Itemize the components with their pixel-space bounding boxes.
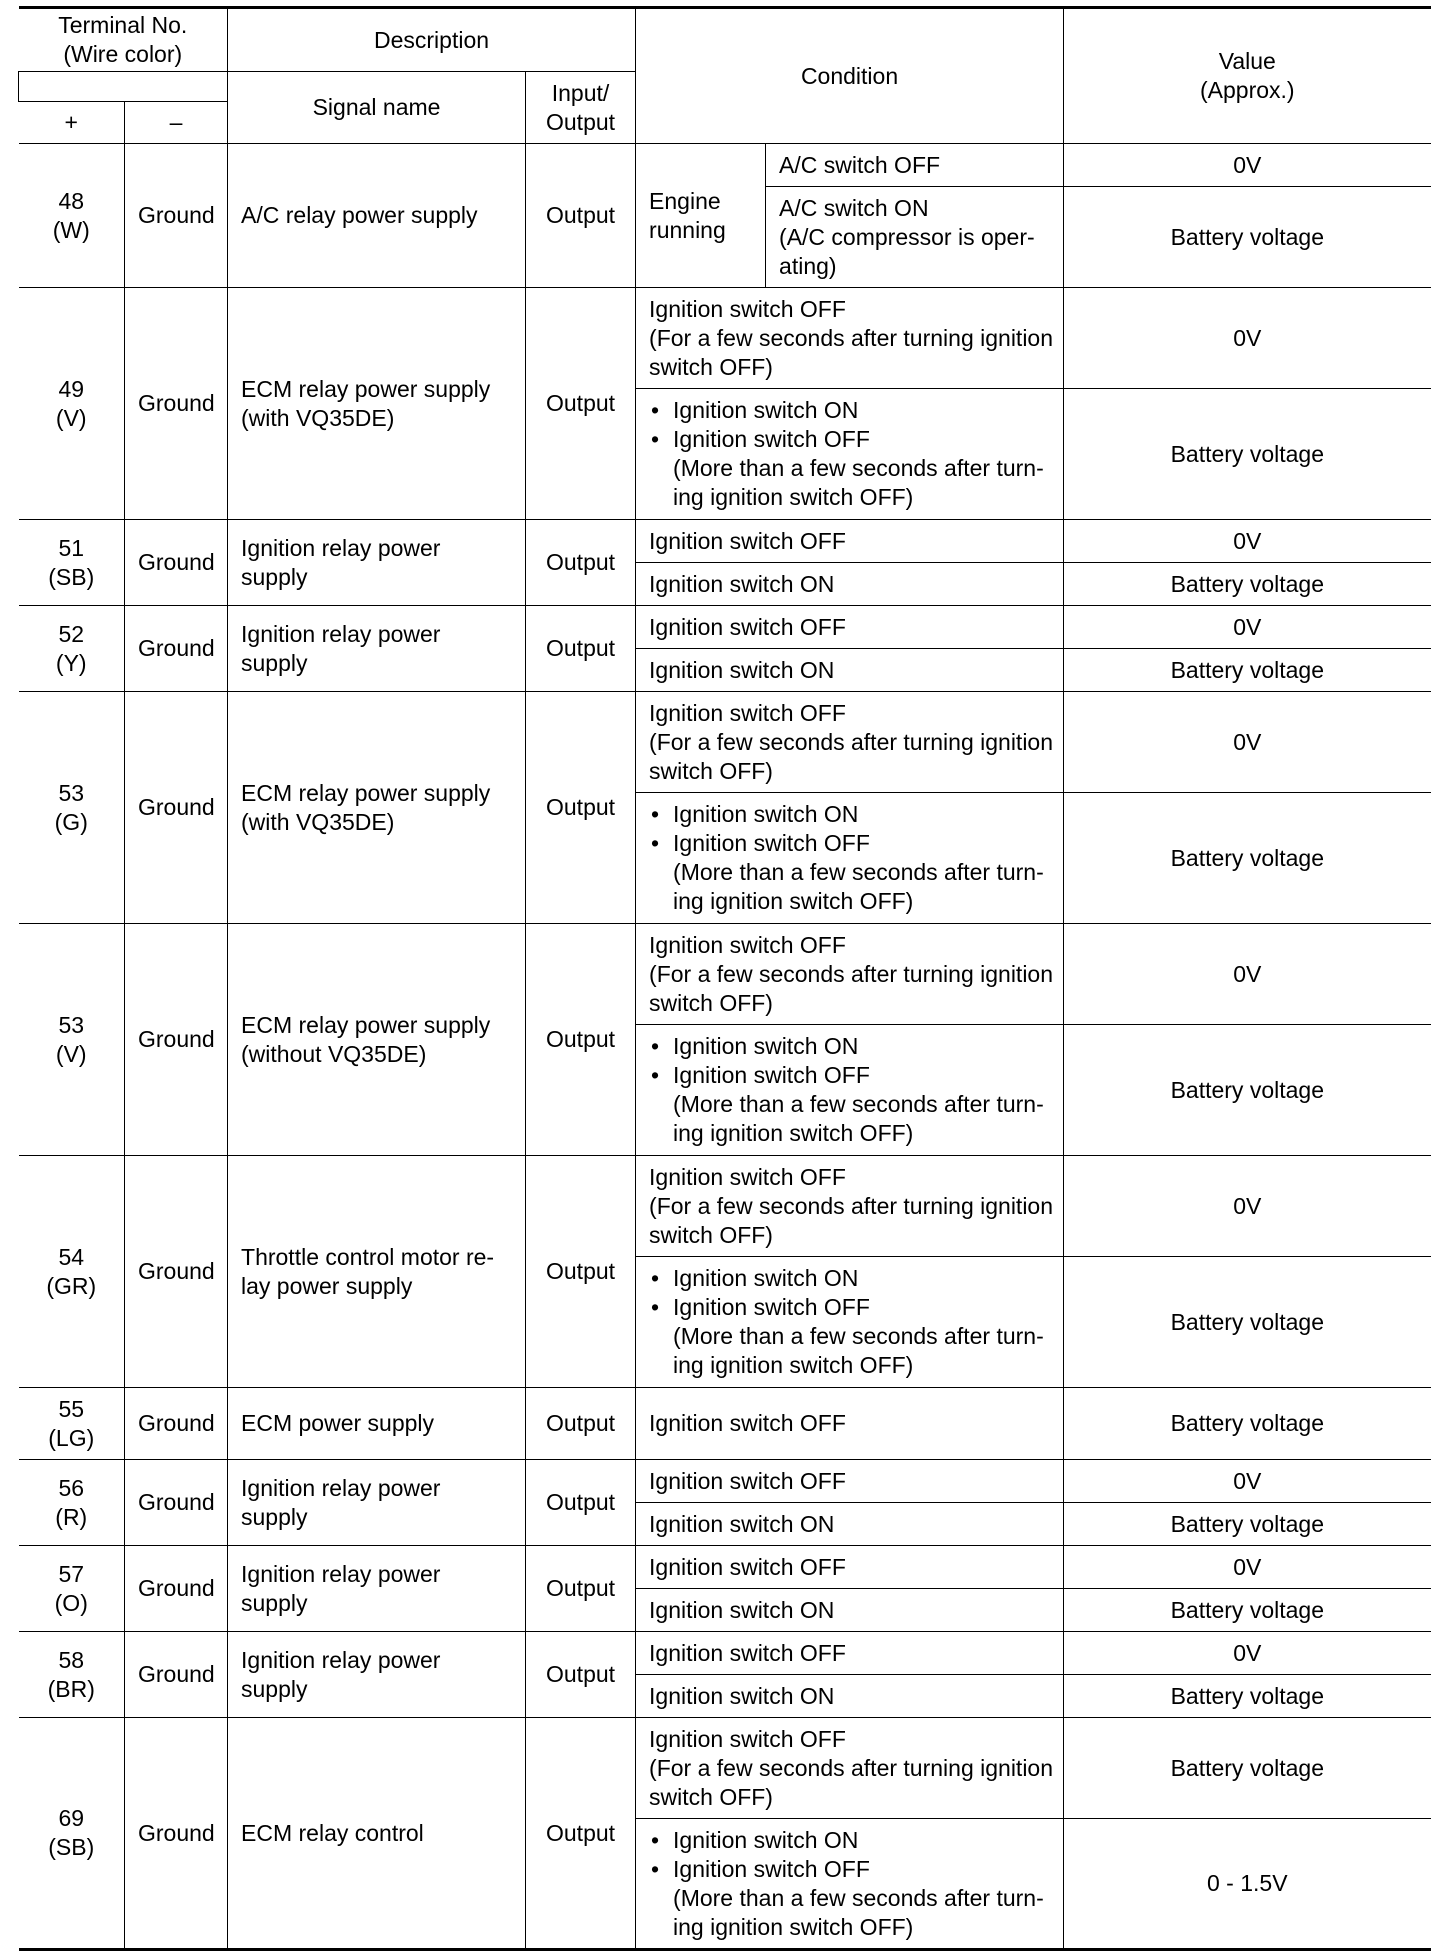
- io-cell: Output: [526, 1718, 636, 1950]
- condition-cell: Ignition switch ON: [636, 1589, 1064, 1632]
- value-cell: 0 - 1.5V: [1064, 1819, 1431, 1950]
- condition-bullet: • Ignition switch ON: [649, 396, 1050, 425]
- condition-cell: Ignition switch ON: [636, 649, 1064, 692]
- condition-cell: Ignition switch OFF: [636, 520, 1064, 563]
- signal-name-cell: Ignition relay power supply: [228, 606, 526, 692]
- value-cell: 0V: [1064, 606, 1431, 649]
- terminal-cell: 49 (V): [19, 288, 125, 520]
- signal-name-cell: ECM power supply: [228, 1388, 526, 1460]
- condition-cell: Ignition switch OFF (For a few seconds after turning ignition switch OFF): [636, 1156, 1064, 1257]
- header-description: Description: [228, 8, 636, 72]
- io-cell: Output: [526, 1388, 636, 1460]
- signal-name-cell: Throttle control motor re- lay power supply: [228, 1156, 526, 1388]
- signal-name-cell: ECM relay power supply (with VQ35DE): [228, 288, 526, 520]
- condition-cell: A/C switch ON (A/C compressor is oper- ating): [766, 187, 1064, 288]
- condition-cell: A/C switch OFF: [766, 144, 1064, 187]
- ground-cell: Ground: [125, 1632, 228, 1718]
- io-cell: Output: [526, 288, 636, 520]
- condition-cell: Ignition switch OFF: [636, 1632, 1064, 1675]
- ground-cell: Ground: [125, 1460, 228, 1546]
- value-cell: Battery voltage: [1064, 1718, 1431, 1819]
- terminal-cell: 53 (V): [19, 924, 125, 1156]
- terminal-cell: 48 (W): [19, 144, 125, 288]
- condition-cell: Ignition switch OFF (For a few seconds after turning ignition switch OFF): [636, 1718, 1064, 1819]
- ground-cell: Ground: [125, 1156, 228, 1388]
- value-cell: Battery voltage: [1064, 1388, 1431, 1460]
- value-cell: Battery voltage: [1064, 1589, 1431, 1632]
- io-cell: Output: [526, 1460, 636, 1546]
- terminal-cell: 69 (SB): [19, 1718, 125, 1950]
- ground-cell: Ground: [125, 1546, 228, 1632]
- table-row: [19, 1156, 1431, 1257]
- ground-cell: Ground: [125, 1388, 228, 1460]
- condition-cell: Ignition switch OFF (For a few seconds after turning ignition switch OFF): [636, 288, 1064, 389]
- value-cell: Battery voltage: [1064, 649, 1431, 692]
- terminal-cell: 52 (Y): [19, 606, 125, 692]
- condition-cell: Ignition switch OFF: [636, 606, 1064, 649]
- condition-cell: Ignition switch ON: [636, 563, 1064, 606]
- condition-bullet: • Ignition switch OFF: [649, 1061, 1050, 1090]
- engine-running-cell: Engine running: [636, 144, 766, 288]
- ecm-terminal-table: [18, 6, 1431, 1951]
- signal-name-cell: A/C relay power supply: [228, 144, 526, 288]
- table-row: [19, 288, 1431, 389]
- signal-name-cell: Ignition relay power supply: [228, 1546, 526, 1632]
- terminal-table-document: [18, 6, 1430, 1951]
- condition-cell: • Ignition switch ON • Ignition switch OFF (More than a few seconds after turn- ing ignition switch OFF): [636, 1819, 1064, 1950]
- value-cell: Battery voltage: [1064, 1675, 1431, 1718]
- value-cell: 0V: [1064, 520, 1431, 563]
- value-cell: Battery voltage: [1064, 793, 1431, 924]
- condition-cell: • Ignition switch ON • Ignition switch OFF (More than a few seconds after turn- ing ignition switch OFF): [636, 793, 1064, 924]
- signal-name-cell: Ignition relay power supply: [228, 520, 526, 606]
- terminal-cell: 54 (GR): [19, 1156, 125, 1388]
- header-value: Value (Approx.): [1064, 8, 1431, 144]
- condition-cell: Ignition switch OFF: [636, 1388, 1064, 1460]
- ground-cell: Ground: [125, 924, 228, 1156]
- value-cell: 0V: [1064, 1546, 1431, 1589]
- ground-cell: Ground: [125, 520, 228, 606]
- terminal-cell: 55 (LG): [19, 1388, 125, 1460]
- io-cell: Output: [526, 1546, 636, 1632]
- header-signal-name: Signal name: [228, 72, 526, 144]
- ground-cell: Ground: [125, 606, 228, 692]
- terminal-cell: 57 (O): [19, 1546, 125, 1632]
- header-minus: –: [125, 102, 228, 144]
- table-row: [19, 924, 1431, 1025]
- condition-cell: Ignition switch ON: [636, 1675, 1064, 1718]
- condition-bullet: • Ignition switch OFF: [649, 1293, 1050, 1322]
- header-condition: Condition: [636, 8, 1064, 144]
- condition-cell: Ignition switch OFF: [636, 1546, 1064, 1589]
- condition-cell: Ignition switch OFF (For a few seconds after turning ignition switch OFF): [636, 924, 1064, 1025]
- condition-cell: • Ignition switch ON • Ignition switch OFF (More than a few seconds after turn- ing ignition switch OFF): [636, 1257, 1064, 1388]
- io-cell: Output: [526, 144, 636, 288]
- condition-bullet: • Ignition switch OFF: [649, 829, 1050, 858]
- io-cell: Output: [526, 1156, 636, 1388]
- condition-cell: Ignition switch OFF (For a few seconds after turning ignition switch OFF): [636, 692, 1064, 793]
- condition-cell: Ignition switch OFF: [636, 1460, 1064, 1503]
- condition-bullet: • Ignition switch OFF: [649, 425, 1050, 454]
- io-cell: Output: [526, 520, 636, 606]
- table-row: [19, 1460, 1431, 1503]
- io-cell: Output: [526, 692, 636, 924]
- condition-cell: • Ignition switch ON • Ignition switch OFF (More than a few seconds after turn- ing ignition switch OFF): [636, 1025, 1064, 1156]
- ground-cell: Ground: [125, 1718, 228, 1950]
- table-row: [19, 1388, 1431, 1460]
- table-row: [19, 1718, 1431, 1819]
- condition-cell: • Ignition switch ON • Ignition switch OFF (More than a few seconds after turn- ing ignition switch OFF): [636, 389, 1064, 520]
- signal-name-cell: ECM relay control: [228, 1718, 526, 1950]
- value-cell: Battery voltage: [1064, 187, 1431, 288]
- terminal-cell: 56 (R): [19, 1460, 125, 1546]
- terminal-cell: 51 (SB): [19, 520, 125, 606]
- value-cell: Battery voltage: [1064, 1025, 1431, 1156]
- condition-bullet: • Ignition switch ON: [649, 1032, 1050, 1061]
- table-row: [19, 520, 1431, 563]
- value-cell: Battery voltage: [1064, 389, 1431, 520]
- header-plus: +: [19, 102, 125, 144]
- signal-name-cell: Ignition relay power supply: [228, 1632, 526, 1718]
- value-cell: Battery voltage: [1064, 563, 1431, 606]
- condition-bullet: • Ignition switch ON: [649, 1264, 1050, 1293]
- value-cell: Battery voltage: [1064, 1257, 1431, 1388]
- value-cell: 0V: [1064, 144, 1431, 187]
- value-cell: 0V: [1064, 1156, 1431, 1257]
- condition-bullet: • Ignition switch OFF: [649, 1855, 1050, 1884]
- ground-cell: Ground: [125, 692, 228, 924]
- terminal-cell: 58 (BR): [19, 1632, 125, 1718]
- value-cell: 0V: [1064, 924, 1431, 1025]
- value-cell: 0V: [1064, 692, 1431, 793]
- ground-cell: Ground: [125, 144, 228, 288]
- value-cell: Battery voltage: [1064, 1503, 1431, 1546]
- value-cell: 0V: [1064, 288, 1431, 389]
- condition-cell: Ignition switch ON: [636, 1503, 1064, 1546]
- signal-name-cell: Ignition relay power supply: [228, 1460, 526, 1546]
- io-cell: Output: [526, 606, 636, 692]
- header-input-output: Input/ Output: [526, 72, 636, 144]
- header-terminal-no: Terminal No. (Wire color): [19, 8, 228, 72]
- table-row: [19, 1546, 1431, 1589]
- table-row: [19, 1632, 1431, 1675]
- io-cell: Output: [526, 1632, 636, 1718]
- table-row: [19, 692, 1431, 793]
- condition-bullet: • Ignition switch ON: [649, 800, 1050, 829]
- condition-bullet: • Ignition switch ON: [649, 1826, 1050, 1855]
- signal-name-cell: ECM relay power supply (with VQ35DE): [228, 692, 526, 924]
- value-cell: 0V: [1064, 1632, 1431, 1675]
- ground-cell: Ground: [125, 288, 228, 520]
- terminal-cell: 53 (G): [19, 692, 125, 924]
- signal-name-cell: ECM relay power supply (without VQ35DE): [228, 924, 526, 1156]
- table-row: [19, 144, 1431, 187]
- io-cell: Output: [526, 924, 636, 1156]
- value-cell: 0V: [1064, 1460, 1431, 1503]
- table-row: [19, 606, 1431, 649]
